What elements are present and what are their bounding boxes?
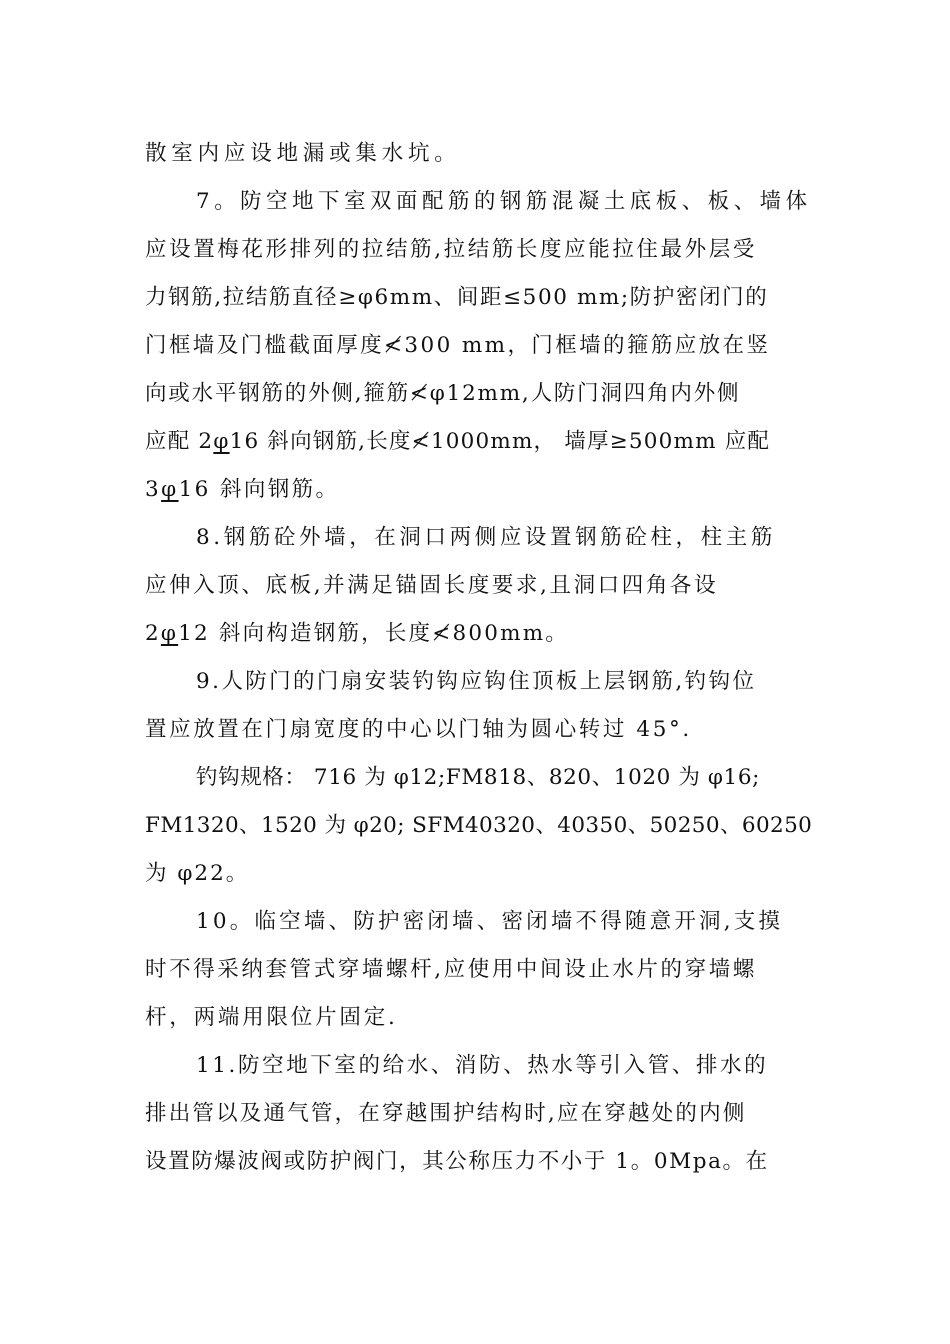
line-text: 杆，两端用限位片固定.: [145, 1005, 398, 1030]
line-text: 7。防空地下室双面配筋的钢筋混凝土底板、板、墙体: [196, 189, 812, 214]
line-text: 排出管以及通气管，在穿越围护结构时,应在穿越处的内侧: [145, 1101, 747, 1126]
line-text: 应设置梅花形排列的拉结筋,拉结筋长度应能拉住最外层受: [145, 237, 757, 262]
line-text: [145, 422, 770, 462]
line-text: 9.人防门的门扇安装钓钩应钩住顶板上层钢筋,钓钩位: [196, 669, 757, 694]
text-line: [0, 278, 950, 318]
line-text-part: 3: [145, 477, 162, 502]
text-line: [0, 1046, 950, 1086]
text-line: [0, 902, 950, 942]
line-text: 设置防爆波阀或防护阀门，其公称压力不小于 1。0Mpa。在: [145, 1149, 769, 1174]
text-line: [0, 950, 950, 990]
line-text: 钓钩规格： 716 为 φ12;FM818、820、1020 为 φ16;: [196, 765, 760, 790]
text-line: [0, 326, 950, 366]
text-line: [0, 758, 950, 798]
text-line: [0, 854, 950, 894]
line-text: 8.钢筋砼外墙，在洞口两侧应设置钢筋砼柱，柱主筋: [196, 525, 776, 550]
text-line: [0, 710, 950, 750]
line-text: 门框墙及门槛截面厚度≮300 mm，门框墙的箍筋应放在竖: [145, 333, 771, 358]
line-text: 为 φ22。: [145, 861, 250, 886]
line-text: 应伸入顶、底板,并满足锚固长度要求,且洞口四角各设: [145, 573, 719, 598]
text-line: [0, 374, 950, 414]
line-text: [145, 470, 339, 510]
rebar-symbol: φ: [213, 429, 230, 454]
text-line: [0, 230, 950, 270]
rebar-symbol: φ: [161, 477, 179, 502]
text-line: [0, 806, 950, 846]
line-text: 向或水平钢筋的外侧,箍筋≮φ12mm,人防门洞四角内外侧: [145, 381, 741, 406]
line-text: 11.防空地下室的给水、消防、热水等引入管、排水的: [196, 1053, 769, 1078]
line-text: [145, 614, 569, 654]
text-line: [0, 422, 950, 462]
rebar-symbol: φ: [160, 621, 179, 646]
text-line: [0, 614, 950, 654]
text-line: [0, 134, 950, 174]
text-line: [0, 998, 950, 1038]
line-text: 时不得采纳套管式穿墙螺杆,应使用中间设止水片的穿墙螺: [145, 957, 757, 982]
line-text: 10。临空墙、防护密闭墙、密闭墙不得随意开洞,支摸: [196, 909, 784, 934]
line-text: 散室内应设地漏或集水坑。: [145, 141, 461, 166]
line-text: 置应放置在门扇宽度的中心以门轴为圆心转过 45°.: [145, 717, 692, 742]
text-line: [0, 518, 950, 558]
line-text-part: 16 斜向钢筋,长度≮1000mm， 墙厚≥500mm 应配: [229, 429, 771, 454]
line-text-part: 16 斜向钢筋。: [178, 477, 340, 502]
text-line: [0, 182, 950, 222]
line-text-part: 12 斜向构造钢筋，长度≮800mm。: [178, 621, 569, 646]
text-line: [0, 1142, 950, 1182]
text-line: [0, 1094, 950, 1134]
line-text-part: 2: [145, 621, 161, 646]
line-text: 力钢筋,拉结筋直径≥φ6mm、间距≤500 mm;防护密闭门的: [145, 285, 769, 310]
line-text: FM1320、1520 为 φ20; SFM40320、40350、50250、60250: [145, 813, 813, 838]
text-line: [0, 470, 950, 510]
line-text-part: 应配 2: [145, 429, 214, 454]
text-line: [0, 566, 950, 606]
text-line: [0, 662, 950, 702]
